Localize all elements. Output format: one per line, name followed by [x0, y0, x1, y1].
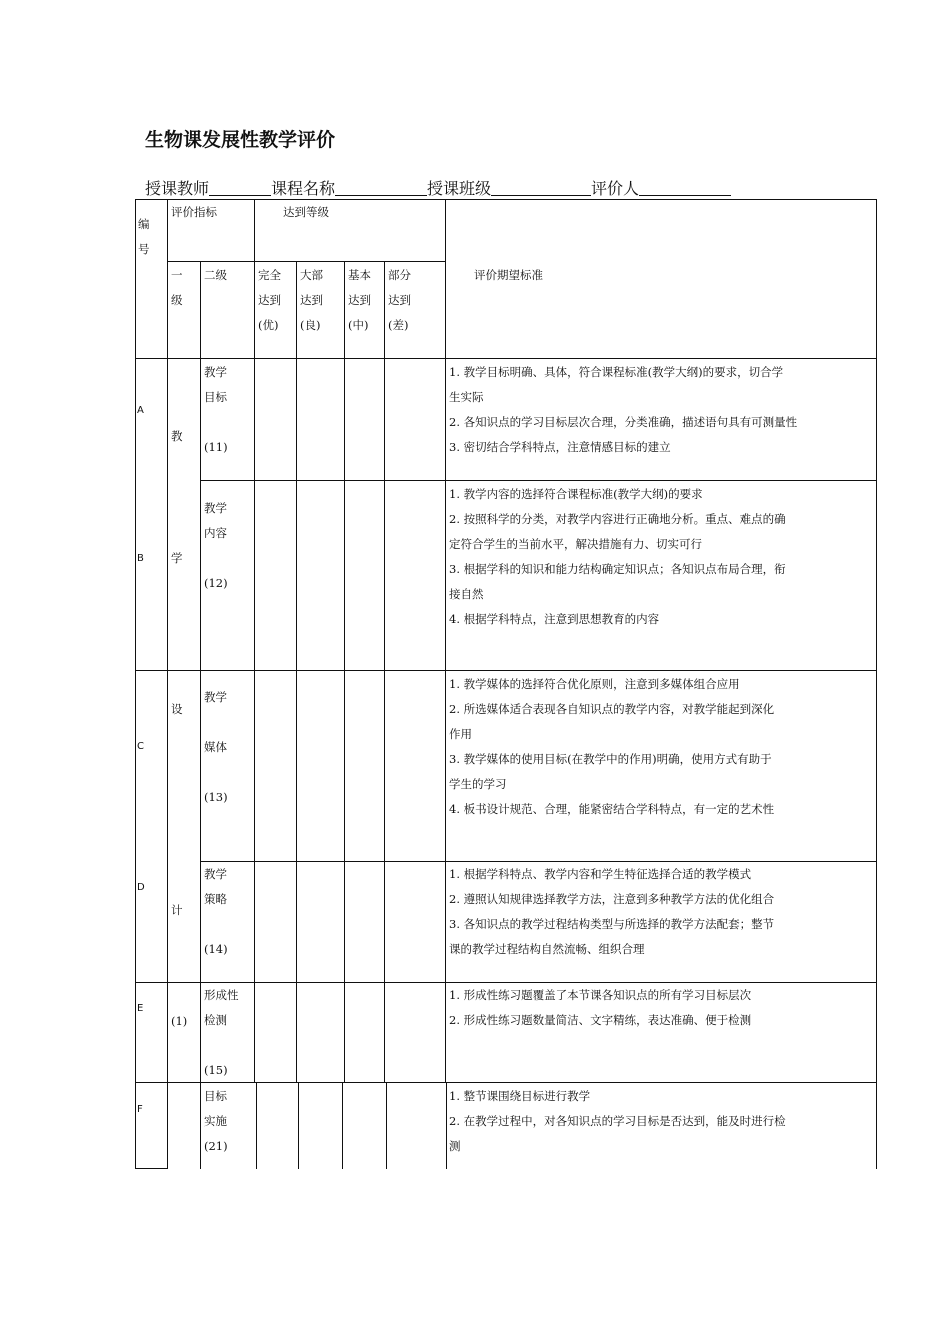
table-right-border	[876, 199, 877, 1169]
row-code: E	[137, 1003, 144, 1014]
second-level-cell: 教学 媒体 (13)	[204, 690, 228, 804]
row-divider	[200, 480, 877, 481]
row-code: D	[137, 882, 145, 893]
teacher-blank[interactable]	[209, 179, 271, 196]
standard-header: 评价期望标准	[474, 268, 543, 282]
grade-poor-header: 部分 达到 (差)	[388, 268, 411, 332]
criteria-cell: 1. 教学内容的选择符合课程标准(教学大纲)的要求 2. 按照科学的分类，对教学内容进行正确地分析。重点、难点的确 定符合学生的当前水平，解决措施有力、切实可行 3. 根据学科的知识和能力结构确定知识点；各知识点布局合理，衔 接自然 4. 根据学科特点，注意到思想教育的内容	[449, 487, 786, 626]
evaluator-label: 评价人	[591, 179, 640, 198]
col-divider	[298, 1083, 299, 1169]
grade-excellent-header: 完全 达到 (优)	[258, 268, 281, 332]
first-level-code: (1)	[171, 1014, 188, 1028]
second-level-cell: 教学 目标 (11)	[204, 365, 228, 454]
row-divider	[135, 1168, 168, 1169]
first-level-char: 设	[171, 702, 183, 716]
col-divider	[386, 1083, 387, 1169]
second-level-cell: 形成性 检测 (15)	[204, 988, 239, 1077]
col-divider	[344, 261, 345, 1083]
header-bottom-border	[135, 358, 877, 359]
level-header: 达到等级	[283, 205, 329, 219]
criteria-cell: 1. 教学目标明确、具体，符合课程标准(教学大纲)的要求，切合学 生实际 2. 各知识点的学习目标层次合理，分类准确，描述语句具有可测量性 3. 密切结合学科特点，注意情感目标的建立	[449, 365, 798, 454]
header-fields	[145, 176, 731, 199]
col-divider	[256, 1083, 257, 1169]
second-level-header: 二级	[204, 268, 227, 282]
criteria-cell: 1. 形成性练习题覆盖了本节课各知识点的所有学习目标层次 2. 形成性练习题数量简洁、文字精练，表达准确、便于检测	[449, 988, 752, 1027]
teacher-label: 授课教师	[145, 179, 210, 198]
criteria-cell: 1. 教学媒体的选择符合优化原则，注意到多媒体组合应用 2. 所选媒体适合表现各自知识点的教学内容，对教学能起到深化 作用 3. 教学媒体的使用目标(在教学中的作用)明确，使用方式有助于 学生的学习 4. 板书设计规范、合理，能紧密结合学科特点，有一定的艺术性	[449, 677, 775, 816]
second-level-cell: 目标 实施 (21)	[204, 1089, 228, 1153]
criteria-cell: 1. 根据学科特点、教学内容和学生特征选择合适的教学模式 2. 遵照认知规律选择教学方法，注意到多种教学方法的优化组合 3. 各知识点的教学过程结构类型与所选择的教学方法配套；整节 课的教学过程结构自然流畅、组织合理	[449, 867, 775, 956]
col-divider	[445, 199, 446, 1083]
number-header: 编号	[138, 217, 150, 256]
page-title: 生物课发展性教学评价	[145, 129, 336, 151]
col-divider	[254, 199, 255, 1083]
table-top-border	[135, 199, 877, 200]
second-level-cell: 教学 策略 (14)	[204, 867, 228, 956]
row-code: B	[137, 553, 144, 564]
first-level-char: 计	[171, 903, 183, 917]
class-label: 授课班级	[427, 179, 492, 198]
row-divider	[135, 670, 877, 671]
row-divider	[135, 1082, 877, 1083]
second-level-cell: 教学 内容 (12)	[204, 501, 228, 590]
col-divider	[342, 1083, 343, 1169]
grade-good-header: 大部 达到 (良)	[300, 268, 323, 332]
course-label: 课程名称	[271, 179, 336, 198]
evaluator-blank[interactable]	[639, 179, 731, 196]
course-blank[interactable]	[335, 179, 427, 196]
col-divider	[200, 261, 201, 1169]
col-divider	[384, 261, 385, 1083]
grade-fair-header: 基本 达到 (中)	[348, 268, 371, 332]
first-level-char: 学	[171, 551, 183, 565]
col-divider	[167, 199, 168, 1083]
header-divider	[167, 261, 446, 262]
row-code: A	[137, 405, 144, 416]
col-divider	[296, 261, 297, 1083]
criteria-cell: 1. 整节课围绕目标进行教学 2. 在教学过程中，对各知识点的学习目标是否达到，能及时进行检 测	[449, 1089, 786, 1153]
class-blank[interactable]	[491, 179, 591, 196]
col-divider	[446, 1083, 447, 1169]
row-code: C	[137, 741, 144, 752]
index-header: 评价指标	[171, 205, 217, 219]
row-code: F	[137, 1104, 143, 1115]
col-divider	[167, 1083, 168, 1169]
first-level-header: 一级	[171, 268, 183, 307]
first-level-char: 教	[171, 429, 183, 443]
table-left-border	[135, 199, 136, 1169]
